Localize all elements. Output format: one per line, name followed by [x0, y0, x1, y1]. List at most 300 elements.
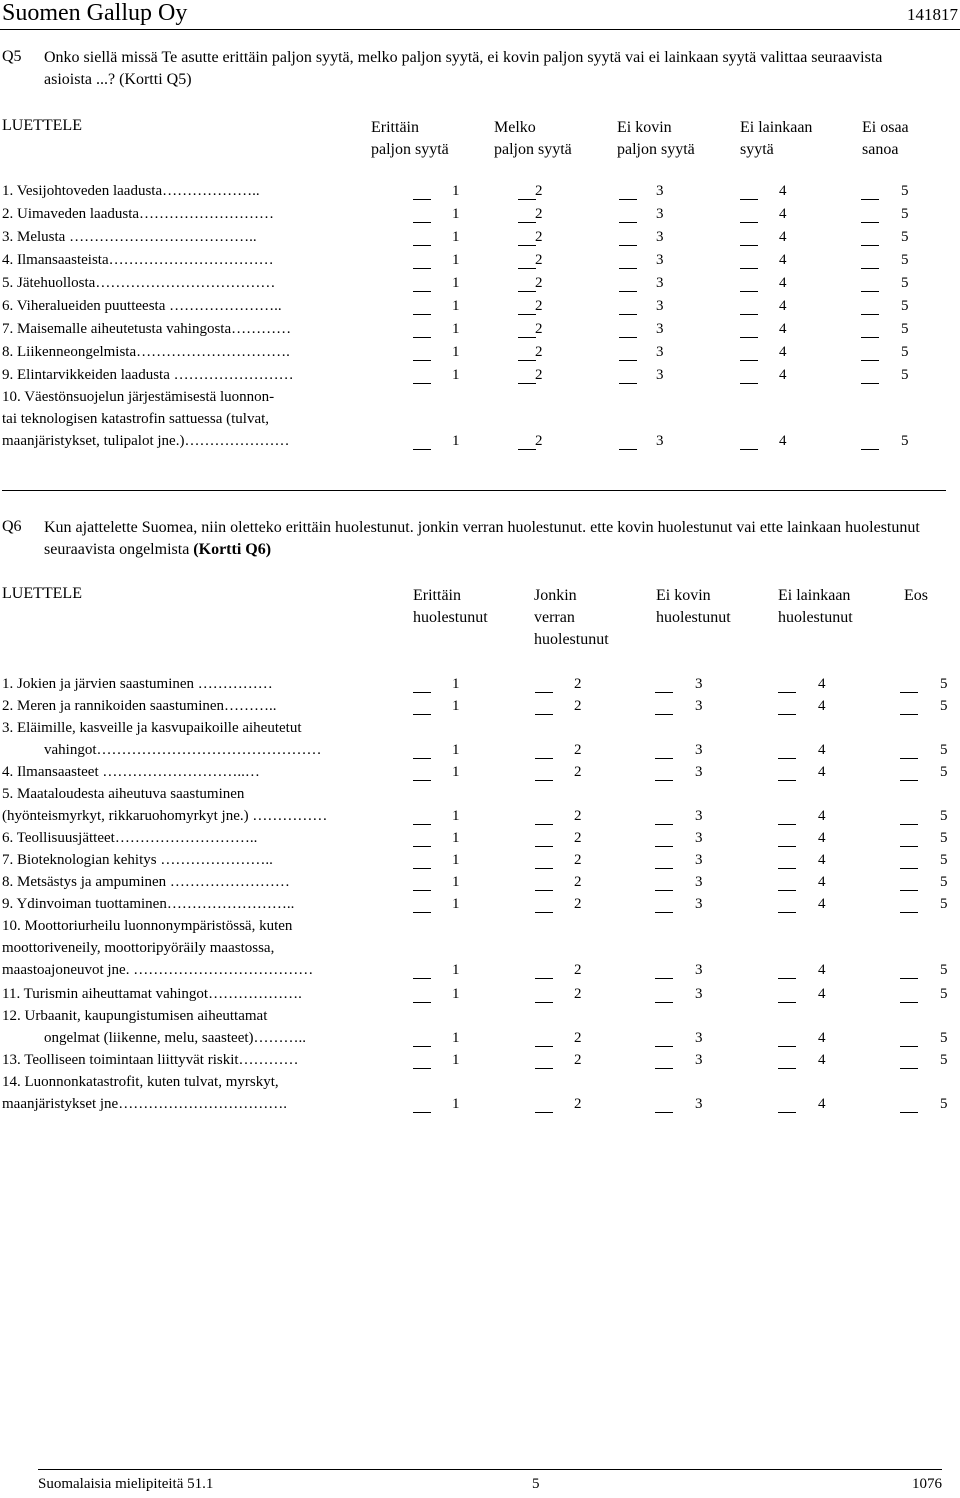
q5-item-10-answer-blank-4[interactable]: [740, 449, 758, 450]
q6-item-8-code-2: 2: [574, 874, 582, 890]
q5-item-8-answer-blank-5[interactable]: [861, 360, 879, 361]
q6-card-reference: (Kortti Q6): [193, 541, 272, 558]
q5-item-1-code-1: 1: [452, 183, 460, 199]
q6-item-14-code-3: 3: [695, 1096, 703, 1112]
q5-column-5-header-line-2: sanoa: [862, 141, 899, 158]
q6-item-8-text-line-1: 8. Metsästys ja ampuminen ……………………: [2, 874, 290, 890]
q6-item-11-code-1: 1: [452, 986, 460, 1002]
q6-item-3-text-line-1: 3. Eläimille, kasveille ja kasvupaikoille aiheutetut: [2, 720, 302, 736]
q5-list-label: LUETTELE: [2, 117, 82, 134]
q6-item-4-code-4: 4: [818, 764, 826, 780]
q6-item-14-code-4: 4: [818, 1096, 826, 1112]
q5-item-8-text-line-1: 8. Liikenneongelmista………………………….: [2, 344, 290, 360]
q6-item-4-answer-blank-3[interactable]: [655, 780, 673, 781]
q6-item-6-code-1: 1: [452, 830, 460, 846]
q6-item-4-code-3: 3: [695, 764, 703, 780]
q5-item-6-code-1: 1: [452, 298, 460, 314]
q5-item-3-answer-blank-1[interactable]: [413, 245, 431, 246]
q6-item-4-answer-blank-1[interactable]: [413, 780, 431, 781]
q5-item-9-code-1: 1: [452, 367, 460, 383]
q6-column-5-header-line-1: Eos: [904, 587, 928, 604]
q5-item-9-answer-blank-3[interactable]: [619, 383, 637, 384]
q5-item-10-text-line-1: 10. Väestönsuojelun järjestämisestä luonnon-: [2, 389, 275, 405]
q6-item-4-code-5: 5: [940, 764, 948, 780]
q6-question-main: Kun ajattelette Suomea, niin oletteko erittäin huolestunut. jonkin verran huolestunut. ette kovin huolestunut vai ette lainkaan huolestunut seuraavista ongelmista: [44, 519, 920, 558]
q6-item-5-answer-blank-2[interactable]: [535, 824, 553, 825]
q6-item-11-code-3: 3: [695, 986, 703, 1002]
q5-item-10-answer-blank-3[interactable]: [619, 449, 637, 450]
q6-item-3-code-1: 1: [452, 742, 460, 758]
q6-item-12-code-4: 4: [818, 1030, 826, 1046]
q5-item-2-code-2: 2: [535, 206, 543, 222]
q6-item-12-code-1: 1: [452, 1030, 460, 1046]
q6-column-1-header-line-1: Erittäin: [413, 587, 461, 604]
q6-column-4-header-line-1: Ei lainkaan: [778, 587, 851, 604]
q6-item-14-answer-blank-2[interactable]: [535, 1112, 553, 1113]
q6-item-9-code-5: 5: [940, 896, 948, 912]
q5-item-4-code-1: 1: [452, 252, 460, 268]
q5-item-2-code-1: 1: [452, 206, 460, 222]
q6-item-2-code-5: 5: [940, 698, 948, 714]
q6-item-1-text-line-1: 1. Jokien ja järvien saastuminen ……………: [2, 676, 273, 692]
q6-item-9-code-1: 1: [452, 896, 460, 912]
q6-item-9-answer-blank-1[interactable]: [413, 912, 431, 913]
q6-item-12-code-5: 5: [940, 1030, 948, 1046]
q6-item-5-code-3: 3: [695, 808, 703, 824]
q5-item-10-text-line-2: tai teknologisen katastrofin sattuessa (tulvat,: [2, 411, 270, 427]
q6-item-3-text-line-2: vahingot………………………………………: [44, 742, 322, 758]
q6-item-7-code-4: 4: [818, 852, 826, 868]
q5-column-4-header-line-1: Ei lainkaan: [740, 119, 813, 136]
q6-item-7-answer-blank-5[interactable]: [900, 868, 918, 869]
q6-item-13-code-3: 3: [695, 1052, 703, 1068]
q6-item-13-answer-blank-2[interactable]: [535, 1068, 553, 1069]
q5-item-6-answer-blank-4[interactable]: [740, 314, 758, 315]
q6-item-10-code-3: 3: [695, 962, 703, 978]
q6-item-4-answer-blank-4[interactable]: [778, 780, 796, 781]
q6-item-6-answer-blank-2[interactable]: [535, 846, 553, 847]
q5-item-4-answer-blank-1[interactable]: [413, 268, 431, 269]
q6-item-2-code-3: 3: [695, 698, 703, 714]
q6-item-13-text-line-1: 13. Teolliseen toimintaan liittyvät riskit…………: [2, 1052, 299, 1068]
q5-item-2-answer-blank-2[interactable]: [518, 222, 536, 223]
q6-item-8-answer-blank-3[interactable]: [655, 890, 673, 891]
q5-item-8-code-4: 4: [779, 344, 787, 360]
q5-item-1-answer-blank-3[interactable]: [619, 199, 637, 200]
q6-item-9-answer-blank-4[interactable]: [778, 912, 796, 913]
header-rule: [0, 29, 960, 30]
document-title: Suomen Gallup Oy: [2, 0, 188, 26]
q5-item-10-code-5: 5: [901, 433, 909, 449]
q6-item-1-code-2: 2: [574, 676, 582, 692]
q5-item-3-code-1: 1: [452, 229, 460, 245]
q6-item-2-text-line-1: 2. Meren ja rannikoiden saastuminen………..: [2, 698, 277, 714]
q6-item-9-code-3: 3: [695, 896, 703, 912]
q6-item-1-answer-blank-2[interactable]: [535, 692, 553, 693]
q5-item-8-answer-blank-4[interactable]: [740, 360, 758, 361]
q6-item-1-code-5: 5: [940, 676, 948, 692]
q6-item-6-answer-blank-5[interactable]: [900, 846, 918, 847]
q6-item-14-code-2: 2: [574, 1096, 582, 1112]
q5-item-4-text-line-1: 4. Ilmansaasteista……………………………: [2, 252, 274, 268]
q6-item-7-code-5: 5: [940, 852, 948, 868]
q5-item-10-code-1: 1: [452, 433, 460, 449]
q6-column-3-header-line-1: Ei kovin: [656, 587, 711, 604]
q6-item-9-answer-blank-3[interactable]: [655, 912, 673, 913]
q5-item-3-answer-blank-3[interactable]: [619, 245, 637, 246]
q5-item-10-code-4: 4: [779, 433, 787, 449]
q5-item-9-code-2: 2: [535, 367, 543, 383]
q5-item-1-answer-blank-4[interactable]: [740, 199, 758, 200]
q6-item-11-answer-blank-4[interactable]: [778, 1002, 796, 1003]
q6-item-12-answer-blank-1[interactable]: [413, 1046, 431, 1047]
q6-item-1-code-1: 1: [452, 676, 460, 692]
q6-item-10-code-4: 4: [818, 962, 826, 978]
q6-item-5-code-2: 2: [574, 808, 582, 824]
q6-item-14-answer-blank-3[interactable]: [655, 1112, 673, 1113]
q5-item-10-text-line-3: maanjäristykset, tulipalot jne.)…………………: [2, 433, 290, 449]
q6-item-9-code-2: 2: [574, 896, 582, 912]
q5-item-9-answer-blank-5[interactable]: [861, 383, 879, 384]
q5-item-1-text-line-1: 1. Vesijohtoveden laadusta………………..: [2, 183, 260, 199]
q5-item-10-code-2: 2: [535, 433, 543, 449]
q5-item-2-answer-blank-1[interactable]: [413, 222, 431, 223]
q6-item-8-code-5: 5: [940, 874, 948, 890]
q6-item-10-answer-blank-5[interactable]: [900, 978, 918, 979]
q6-item-1-code-4: 4: [818, 676, 826, 692]
q6-item-7-answer-blank-3[interactable]: [655, 868, 673, 869]
q5-item-3-answer-blank-5[interactable]: [861, 245, 879, 246]
q5-item-5-code-3: 3: [656, 275, 664, 291]
q5-item-9-answer-blank-2[interactable]: [518, 383, 536, 384]
q5-item-2-code-3: 3: [656, 206, 664, 222]
q6-item-1-code-3: 3: [695, 676, 703, 692]
q6-item-10-answer-blank-1[interactable]: [413, 978, 431, 979]
q6-item-14-answer-blank-1[interactable]: [413, 1112, 431, 1113]
q5-item-6-code-3: 3: [656, 298, 664, 314]
q6-item-10-answer-blank-2[interactable]: [535, 978, 553, 979]
q6-item-5-answer-blank-4[interactable]: [778, 824, 796, 825]
q6-item-2-answer-blank-3[interactable]: [655, 714, 673, 715]
q6-item-5-code-1: 1: [452, 808, 460, 824]
q6-item-2-answer-blank-4[interactable]: [778, 714, 796, 715]
q6-column-2-header-line-2: verran: [534, 609, 575, 626]
q6-item-12-answer-blank-5[interactable]: [900, 1046, 918, 1047]
q6-item-2-answer-blank-5[interactable]: [900, 714, 918, 715]
q5-item-7-code-5: 5: [901, 321, 909, 337]
q6-item-7-code-3: 3: [695, 852, 703, 868]
q5-item-3-code-3: 3: [656, 229, 664, 245]
q5-column-3-header-line-1: Ei kovin: [617, 119, 672, 136]
q5-item-2-text-line-1: 2. Uimaveden laadusta………………………: [2, 206, 275, 222]
q6-item-3-code-5: 5: [940, 742, 948, 758]
q6-item-4-answer-blank-2[interactable]: [535, 780, 553, 781]
q6-item-13-answer-blank-4[interactable]: [778, 1068, 796, 1069]
q6-item-8-code-3: 3: [695, 874, 703, 890]
q5-item-2-answer-blank-3[interactable]: [619, 222, 637, 223]
q6-item-1-answer-blank-4[interactable]: [778, 692, 796, 693]
q6-item-6-code-3: 3: [695, 830, 703, 846]
q6-item-9-answer-blank-5[interactable]: [900, 912, 918, 913]
q6-item-11-text-line-1: 11. Turismin aiheuttamat vahingot……………….: [2, 986, 302, 1002]
q5-column-2-header-line-1: Melko: [494, 119, 536, 136]
q6-item-11-answer-blank-1[interactable]: [413, 1002, 431, 1003]
q5-item-1-code-4: 4: [779, 183, 787, 199]
q5-column-1-header-line-1: Erittäin: [371, 119, 419, 136]
q5-item-9-code-3: 3: [656, 367, 664, 383]
q6-item-8-code-1: 1: [452, 874, 460, 890]
q6-item-10-text-line-3: maastoajoneuvot jne. ………………………………: [2, 962, 314, 978]
footer-number: 1076: [912, 1476, 942, 1492]
q6-item-14-code-5: 5: [940, 1096, 948, 1112]
q5-column-1-header-line-2: paljon syytä: [371, 141, 449, 158]
section-separator: [2, 490, 946, 491]
q6-item-9-answer-blank-2[interactable]: [535, 912, 553, 913]
q6-item-14-text-line-1: 14. Luonnonkatastrofit, kuten tulvat, myrskyt,: [2, 1074, 279, 1090]
q6-item-8-answer-blank-1[interactable]: [413, 890, 431, 891]
q5-item-3-code-4: 4: [779, 229, 787, 245]
q6-item-9-text-line-1: 9. Ydinvoiman tuottaminen……………………..: [2, 896, 295, 912]
q5-item-7-code-1: 1: [452, 321, 460, 337]
q6-item-10-answer-blank-3[interactable]: [655, 978, 673, 979]
q5-item-5-code-1: 1: [452, 275, 460, 291]
q5-item-6-answer-blank-2[interactable]: [518, 314, 536, 315]
q5-item-2-code-4: 4: [779, 206, 787, 222]
q6-item-12-answer-blank-2[interactable]: [535, 1046, 553, 1047]
q5-item-7-text-line-1: 7. Maisemalle aiheutetusta vahingosta…………: [2, 321, 292, 337]
q5-item-3-text-line-1: 3. Melusta ………………………………..: [2, 229, 257, 245]
q6-column-4-header-line-2: huolestunut: [778, 609, 853, 626]
q5-item-10-answer-blank-5[interactable]: [861, 449, 879, 450]
q5-item-4-answer-blank-3[interactable]: [619, 268, 637, 269]
q6-item-2-code-1: 1: [452, 698, 460, 714]
q6-question-text: [44, 517, 944, 561]
q6-column-1-header-line-2: huolestunut: [413, 609, 488, 626]
footer-publication: Suomalaisia mielipiteitä 51.1: [38, 1476, 214, 1492]
q6-item-13-code-5: 5: [940, 1052, 948, 1068]
q5-item-5-answer-blank-4[interactable]: [740, 291, 758, 292]
q6-item-6-answer-blank-3[interactable]: [655, 846, 673, 847]
document-code: 141817: [907, 5, 958, 24]
q6-item-3-answer-blank-2[interactable]: [535, 758, 553, 759]
q5-item-9-answer-blank-1[interactable]: [413, 383, 431, 384]
q6-item-12-text-line-2: ongelmat (liikenne, melu, saasteet)………..: [44, 1030, 307, 1046]
q6-item-10-text-line-1: 10. Moottoriurheilu luonnonympäristössä, kuten: [2, 918, 293, 934]
q6-item-11-code-2: 2: [574, 986, 582, 1002]
q6-item-7-code-2: 2: [574, 852, 582, 868]
q6-item-8-code-4: 4: [818, 874, 826, 890]
q6-item-8-answer-blank-2[interactable]: [535, 890, 553, 891]
q6-item-14-code-1: 1: [452, 1096, 460, 1112]
q5-item-6-answer-blank-1[interactable]: [413, 314, 431, 315]
q5-item-4-answer-blank-4[interactable]: [740, 268, 758, 269]
q5-column-3-header-line-2: paljon syytä: [617, 141, 695, 158]
q5-item-2-answer-blank-5[interactable]: [861, 222, 879, 223]
q6-item-12-answer-blank-3[interactable]: [655, 1046, 673, 1047]
q5-item-5-code-2: 2: [535, 275, 543, 291]
q5-item-9-text-line-1: 9. Elintarvikkeiden laadusta ……………………: [2, 367, 294, 383]
q6-item-3-answer-blank-4[interactable]: [778, 758, 796, 759]
q5-item-6-code-4: 4: [779, 298, 787, 314]
q6-item-1-answer-blank-1[interactable]: [413, 692, 431, 693]
q5-item-7-answer-blank-2[interactable]: [518, 337, 536, 338]
q5-label: Q5: [2, 48, 22, 65]
q5-item-7-code-3: 3: [656, 321, 664, 337]
q5-item-1-code-2: 2: [535, 183, 543, 199]
q5-item-8-code-2: 2: [535, 344, 543, 360]
q6-column-3-header-line-2: huolestunut: [656, 609, 731, 626]
q6-item-4-code-2: 2: [574, 764, 582, 780]
q6-item-5-answer-blank-3[interactable]: [655, 824, 673, 825]
q5-item-1-answer-blank-1[interactable]: [413, 199, 431, 200]
q6-item-5-answer-blank-1[interactable]: [413, 824, 431, 825]
q5-item-6-text-line-1: 6. Viheralueiden puutteesta …………………..: [2, 298, 282, 314]
q6-item-2-answer-blank-2[interactable]: [535, 714, 553, 715]
q6-item-7-text-line-1: 7. Bioteknologian kehitys …………………..: [2, 852, 273, 868]
q5-item-7-answer-blank-3[interactable]: [619, 337, 637, 338]
q6-item-13-code-4: 4: [818, 1052, 826, 1068]
q6-item-5-code-4: 4: [818, 808, 826, 824]
q5-item-9-code-4: 4: [779, 367, 787, 383]
q6-item-13-code-2: 2: [574, 1052, 582, 1068]
q6-item-1-answer-blank-5[interactable]: [900, 692, 918, 693]
q6-list-label: LUETTELE: [2, 585, 82, 602]
q6-item-13-answer-blank-5[interactable]: [900, 1068, 918, 1069]
q6-item-9-code-4: 4: [818, 896, 826, 912]
q6-item-10-code-1: 1: [452, 962, 460, 978]
q6-item-7-answer-blank-4[interactable]: [778, 868, 796, 869]
q6-item-7-answer-blank-2[interactable]: [535, 868, 553, 869]
q5-item-10-answer-blank-2[interactable]: [518, 449, 536, 450]
q6-item-3-code-3: 3: [695, 742, 703, 758]
q6-item-13-code-1: 1: [452, 1052, 460, 1068]
q5-item-5-answer-blank-5[interactable]: [861, 291, 879, 292]
q5-item-8-answer-blank-3[interactable]: [619, 360, 637, 361]
q6-item-11-answer-blank-5[interactable]: [900, 1002, 918, 1003]
q6-item-1-answer-blank-3[interactable]: [655, 692, 673, 693]
q6-item-12-code-2: 2: [574, 1030, 582, 1046]
q6-item-2-code-2: 2: [574, 698, 582, 714]
q6-item-3-answer-blank-5[interactable]: [900, 758, 918, 759]
q5-item-5-answer-blank-3[interactable]: [619, 291, 637, 292]
q5-item-2-code-5: 5: [901, 206, 909, 222]
q5-item-7-code-4: 4: [779, 321, 787, 337]
q5-item-8-code-1: 1: [452, 344, 460, 360]
q5-item-2-answer-blank-4[interactable]: [740, 222, 758, 223]
q6-item-11-code-5: 5: [940, 986, 948, 1002]
q6-column-2-header-line-1: Jonkin: [534, 587, 577, 604]
q6-item-7-answer-blank-1[interactable]: [413, 868, 431, 869]
q5-item-8-answer-blank-2[interactable]: [518, 360, 536, 361]
q5-item-5-code-4: 4: [779, 275, 787, 291]
q6-item-12-code-3: 3: [695, 1030, 703, 1046]
q6-item-11-code-4: 4: [818, 986, 826, 1002]
q6-item-5-code-5: 5: [940, 808, 948, 824]
q5-item-5-answer-blank-1[interactable]: [413, 291, 431, 292]
q6-item-5-text-line-2: (hyönteismyrkyt, rikkaruohomyrkyt jne.) ……………: [2, 808, 328, 824]
q5-item-5-code-5: 5: [901, 275, 909, 291]
q5-item-7-answer-blank-4[interactable]: [740, 337, 758, 338]
q5-item-10-code-3: 3: [656, 433, 664, 449]
q5-item-8-code-5: 5: [901, 344, 909, 360]
q6-item-6-text-line-1: 6. Teollisuusjätteet………………………..: [2, 830, 258, 846]
q5-item-6-answer-blank-5[interactable]: [861, 314, 879, 315]
q5-item-4-answer-blank-5[interactable]: [861, 268, 879, 269]
q6-item-4-text-line-1: 4. Ilmansaasteet ………………………..…: [2, 764, 260, 780]
q5-item-9-answer-blank-4[interactable]: [740, 383, 758, 384]
q5-item-4-code-4: 4: [779, 252, 787, 268]
q6-item-5-answer-blank-5[interactable]: [900, 824, 918, 825]
q5-item-8-code-3: 3: [656, 344, 664, 360]
q5-item-3-answer-blank-2[interactable]: [518, 245, 536, 246]
q6-item-11-answer-blank-3[interactable]: [655, 1002, 673, 1003]
q6-item-6-code-4: 4: [818, 830, 826, 846]
q5-column-5-header-line-1: Ei osaa: [862, 119, 909, 136]
q6-item-2-answer-blank-1[interactable]: [413, 714, 431, 715]
q5-item-3-answer-blank-4[interactable]: [740, 245, 758, 246]
q6-item-10-answer-blank-4[interactable]: [778, 978, 796, 979]
q5-item-4-code-2: 2: [535, 252, 543, 268]
q5-item-6-answer-blank-3[interactable]: [619, 314, 637, 315]
q6-item-11-answer-blank-2[interactable]: [535, 1002, 553, 1003]
q5-column-2-header-line-2: paljon syytä: [494, 141, 572, 158]
q6-item-3-answer-blank-3[interactable]: [655, 758, 673, 759]
q5-item-5-answer-blank-2[interactable]: [518, 291, 536, 292]
q6-item-3-answer-blank-1[interactable]: [413, 758, 431, 759]
q5-item-5-text-line-1: 5. Jätehuollosta………………………………: [2, 275, 276, 291]
q5-item-8-answer-blank-1[interactable]: [413, 360, 431, 361]
q5-item-4-answer-blank-2[interactable]: [518, 268, 536, 269]
q6-item-5-text-line-1: 5. Maataloudesta aiheutuva saastuminen: [2, 786, 245, 802]
q5-item-9-code-5: 5: [901, 367, 909, 383]
q6-item-12-answer-blank-4[interactable]: [778, 1046, 796, 1047]
q6-item-12-text-line-1: 12. Urbaanit, kaupungistumisen aiheuttamat: [2, 1008, 268, 1024]
q6-item-6-answer-blank-1[interactable]: [413, 846, 431, 847]
q6-item-10-code-2: 2: [574, 962, 582, 978]
q6-item-10-text-line-2: moottoriveneily, moottoripyöräily maastossa,: [2, 940, 275, 956]
q5-item-6-code-2: 2: [535, 298, 543, 314]
q6-column-2-header-line-3: huolestunut: [534, 631, 609, 648]
q5-column-4-header-line-2: syytä: [740, 141, 774, 158]
q6-item-14-answer-blank-5[interactable]: [900, 1112, 918, 1113]
q6-item-10-code-5: 5: [940, 962, 948, 978]
q6-item-6-answer-blank-4[interactable]: [778, 846, 796, 847]
q6-item-14-answer-blank-4[interactable]: [778, 1112, 796, 1113]
q5-item-4-code-3: 3: [656, 252, 664, 268]
q5-item-1-code-5: 5: [901, 183, 909, 199]
q5-item-7-answer-blank-1[interactable]: [413, 337, 431, 338]
q6-item-13-answer-blank-1[interactable]: [413, 1068, 431, 1069]
q5-item-10-answer-blank-1[interactable]: [413, 449, 431, 450]
q6-item-3-code-4: 4: [818, 742, 826, 758]
q5-item-7-answer-blank-5[interactable]: [861, 337, 879, 338]
q5-item-1-answer-blank-2[interactable]: [518, 199, 536, 200]
q6-item-8-answer-blank-4[interactable]: [778, 890, 796, 891]
q6-item-8-answer-blank-5[interactable]: [900, 890, 918, 891]
q5-item-3-code-2: 2: [535, 229, 543, 245]
q6-item-3-code-2: 2: [574, 742, 582, 758]
q5-item-6-code-5: 5: [901, 298, 909, 314]
q5-item-1-answer-blank-5[interactable]: [861, 199, 879, 200]
q6-label: Q6: [2, 518, 22, 535]
q5-item-4-code-5: 5: [901, 252, 909, 268]
footer-rule: [38, 1469, 942, 1470]
q6-item-7-code-1: 1: [452, 852, 460, 868]
q6-item-6-code-2: 2: [574, 830, 582, 846]
q6-item-13-answer-blank-3[interactable]: [655, 1068, 673, 1069]
q6-item-4-answer-blank-5[interactable]: [900, 780, 918, 781]
q5-item-3-code-5: 5: [901, 229, 909, 245]
